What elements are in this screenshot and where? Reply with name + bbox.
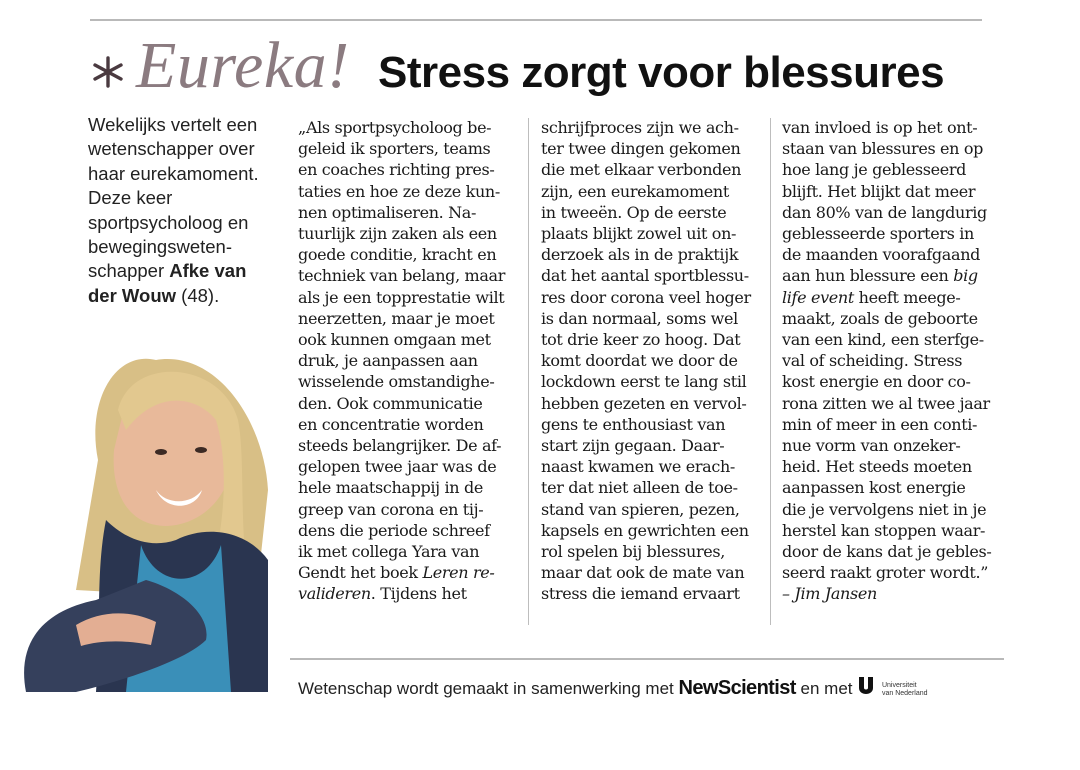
article-line: gens te enthousiast van (541, 414, 726, 434)
article-line: heeft meege- (853, 287, 961, 307)
article-line: hoe lang je geblesseerd (782, 160, 967, 180)
intro-line: sportpsycholoog en (88, 211, 249, 233)
article-line: van invloed is op het ont- (782, 118, 978, 137)
article-line: stress die iemand ervaart (541, 584, 740, 604)
article-line: en coaches richting pres- (298, 160, 495, 180)
newscientist-logo: NewScientist (678, 677, 796, 699)
article-line: druk, je aanpassen aan (298, 351, 478, 371)
article-line: in tweeën. Op de eerste (541, 202, 727, 222)
article-line: naast kwamen we erach- (541, 457, 735, 477)
article-line: stand van spieren, pezen, (541, 499, 740, 519)
university-logo-text (882, 682, 928, 698)
article-line: ter twee dingen gekomen (541, 139, 741, 159)
intro-line: wetenschapper over (88, 138, 255, 160)
scientist-age: (48). (176, 284, 220, 306)
article-line: kapsels en gewrichten een (541, 520, 749, 540)
article-line: start zijn gegaan. Daar- (541, 436, 725, 456)
asterisk-icon (88, 42, 128, 116)
article-line: geblesseerde sporters in (782, 224, 974, 244)
article-line: en concentratie worden (298, 414, 484, 434)
article-line: schrijfproces zijn we ach- (541, 118, 739, 137)
top-rule (90, 19, 982, 21)
article-line: techniek van belang, maar (298, 266, 506, 286)
article-line: hele maatschappij in de (298, 478, 483, 498)
article-line: kost energie en door co- (782, 372, 971, 392)
university-logo-icon (857, 676, 875, 703)
article-line: min of meer in een conti- (782, 414, 978, 434)
footer-credit (298, 676, 928, 703)
author-portrait (6, 340, 272, 692)
article-line: dan 80% van de langdurig (782, 202, 987, 222)
article-line: tuurlijk zijn zaken als een (298, 224, 497, 244)
column-divider (770, 118, 771, 625)
column-divider (528, 118, 529, 625)
article-line: den. Ook communicatie (298, 393, 483, 413)
article-line: dens die periode schreef (298, 520, 490, 540)
footer-conjunction: en met (800, 679, 853, 698)
article-line: tot drie keer zo hoog. Dat (541, 330, 741, 350)
article-column-2 (541, 117, 759, 605)
emphasis-text: life event (782, 287, 854, 307)
intro-line: Wekelijks vertelt een (88, 114, 258, 135)
article-line: val of scheiding. Stress (782, 351, 963, 371)
article-line: die met elkaar verbonden (541, 160, 742, 180)
intro-line: Deze keer (88, 187, 173, 209)
article-line: als je een topprestatie wilt (298, 287, 505, 307)
article-line: blijft. Het blijkt dat meer (782, 181, 976, 201)
article-line: ook kunnen omgaan met (298, 330, 491, 350)
article-line: Gendt het boek (298, 563, 423, 583)
article-line: herstel kan stoppen waar- (782, 520, 986, 540)
article-line: gelopen twee jaar was de (298, 457, 497, 477)
emphasis-text: big (953, 266, 978, 286)
article-line: derzoek als in de praktijk (541, 245, 739, 265)
scientist-name: der Wouw (88, 284, 177, 306)
article-line: plaats blijkt zowel uit on- (541, 224, 737, 244)
article-line: nen optimaliseren. Na- (298, 202, 477, 222)
article-line: dat het aantal sportblessu- (541, 266, 749, 286)
book-title: valideren (298, 584, 371, 604)
article-line: rona zitten we al twee jaar (782, 393, 990, 413)
article-line: rol spelen bij blessures, (541, 542, 726, 562)
intro-line: haar eurekamoment. (88, 162, 259, 184)
article-column-1 (298, 117, 518, 605)
article-line: maar dat ook de mate van (541, 563, 745, 583)
article-line: taties en hoe ze deze kun- (298, 181, 500, 201)
article-line: neerzetten, maar je moet (298, 308, 495, 328)
article-line: van een kind, een sterfge- (782, 330, 984, 350)
footer-text: Wetenschap wordt gemaakt in samenwerking met (298, 679, 674, 698)
article-line: res door corona veel hoger (541, 287, 751, 307)
article-line: nue vorm van onzeker- (782, 436, 961, 456)
article-line: seerd raakt groter wordt.” (782, 563, 989, 583)
article-line: . Tijdens het (370, 584, 467, 604)
author-signature: – Jim Jansen (782, 584, 877, 604)
article-line: goede conditie, kracht en (298, 245, 497, 265)
article-line: komt doordat we door de (541, 351, 738, 371)
article-column-3 (782, 117, 1004, 605)
article-line: wisselende omstandighe- (298, 372, 495, 392)
article-line: „Als sportpsycholoog be- (298, 118, 492, 137)
article-line: aan hun blessure een (782, 266, 954, 286)
article-line: ik met collega Yara van (298, 542, 480, 562)
book-title: Leren re- (422, 563, 495, 583)
university-logo-line: van Nederland (881, 689, 928, 697)
article-line: geleid ik sporters, teams (298, 139, 491, 159)
article-line: maakt, zoals de geboorte (782, 308, 978, 328)
article-line: de maanden voorafgaand (782, 245, 981, 265)
article-line: door de kans dat je gebles- (782, 542, 992, 562)
article-line: staan van blessures en op (782, 139, 984, 159)
intro-line: bewegingsweten- (88, 236, 232, 258)
article-headline: Stress zorgt voor blessures (378, 48, 945, 97)
bottom-rule (290, 658, 1004, 660)
article-line: zijn, een eurekamoment (541, 181, 729, 201)
article-line: is dan normaal, soms wel (541, 308, 738, 328)
article-line: steeds belangrijker. De af- (298, 436, 502, 456)
university-logo-line: Universiteit (881, 681, 917, 689)
article-line: ter dat niet alleen de toe- (541, 478, 738, 498)
article-line: greep van corona en tij- (298, 499, 484, 519)
article-line: heid. Het steeds moeten (782, 457, 972, 477)
article-line: die je vervolgens niet in je (782, 499, 987, 519)
intro-line: schapper (88, 260, 170, 282)
article-line: lockdown eerst te lang stil (541, 372, 747, 392)
intro-blurb (88, 113, 288, 308)
section-kicker: Eureka! (136, 29, 350, 102)
article-line: aanpassen kost energie (782, 478, 966, 498)
scientist-name: Afke van (169, 260, 247, 282)
article-line: hebben gezeten en vervol- (541, 393, 747, 413)
